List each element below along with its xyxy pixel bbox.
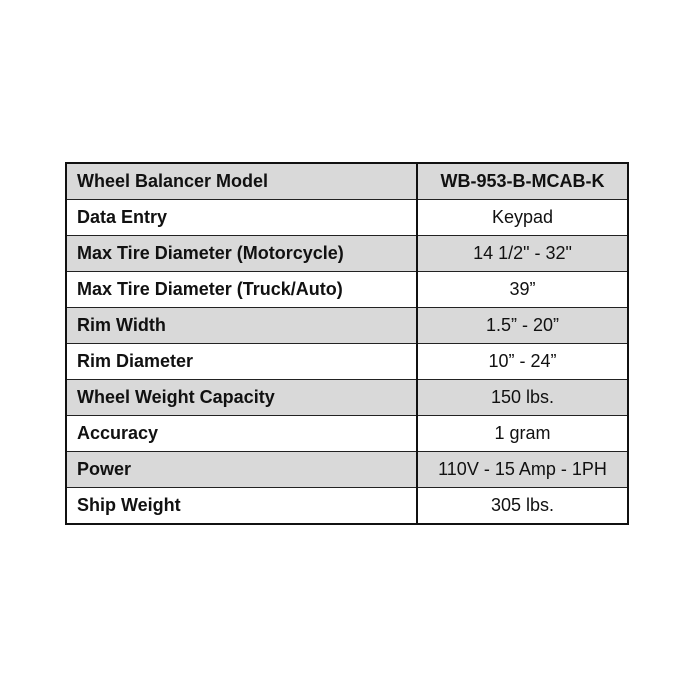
row-value: 1 gram [417,416,628,452]
row-label: Power [66,452,417,488]
row-label: Max Tire Diameter (Truck/Auto) [66,272,417,308]
row-value: 150 lbs. [417,380,628,416]
row-value: 1.5” - 20” [417,308,628,344]
table-row-max-tire-truck [66,272,628,308]
row-label: Ship Weight [66,488,417,525]
row-label: Accuracy [66,416,417,452]
row-label: Rim Width [66,308,417,344]
row-label: Data Entry [66,200,417,236]
table-row-accuracy [66,416,628,452]
row-label: Wheel Balancer Model [66,163,417,200]
row-value: 14 1/2" - 32" [417,236,628,272]
table-row-model [66,163,628,200]
row-label: Max Tire Diameter (Motorcycle) [66,236,417,272]
table-row-wheel-weight-capacity [66,380,628,416]
row-value: 110V - 15 Amp - 1PH [417,452,628,488]
row-value: 10” - 24” [417,344,628,380]
table-row-rim-width [66,308,628,344]
row-value: Keypad [417,200,628,236]
row-value: WB-953-B-MCAB-K [417,163,628,200]
row-label: Rim Diameter [66,344,417,380]
table-row-rim-diameter [66,344,628,380]
spec-table [65,162,629,525]
table-row-ship-weight [66,488,628,525]
row-value: 305 lbs. [417,488,628,525]
row-label: Wheel Weight Capacity [66,380,417,416]
row-value: 39” [417,272,628,308]
table-row-max-tire-motorcycle [66,236,628,272]
table-row-power [66,452,628,488]
table-row-data-entry [66,200,628,236]
